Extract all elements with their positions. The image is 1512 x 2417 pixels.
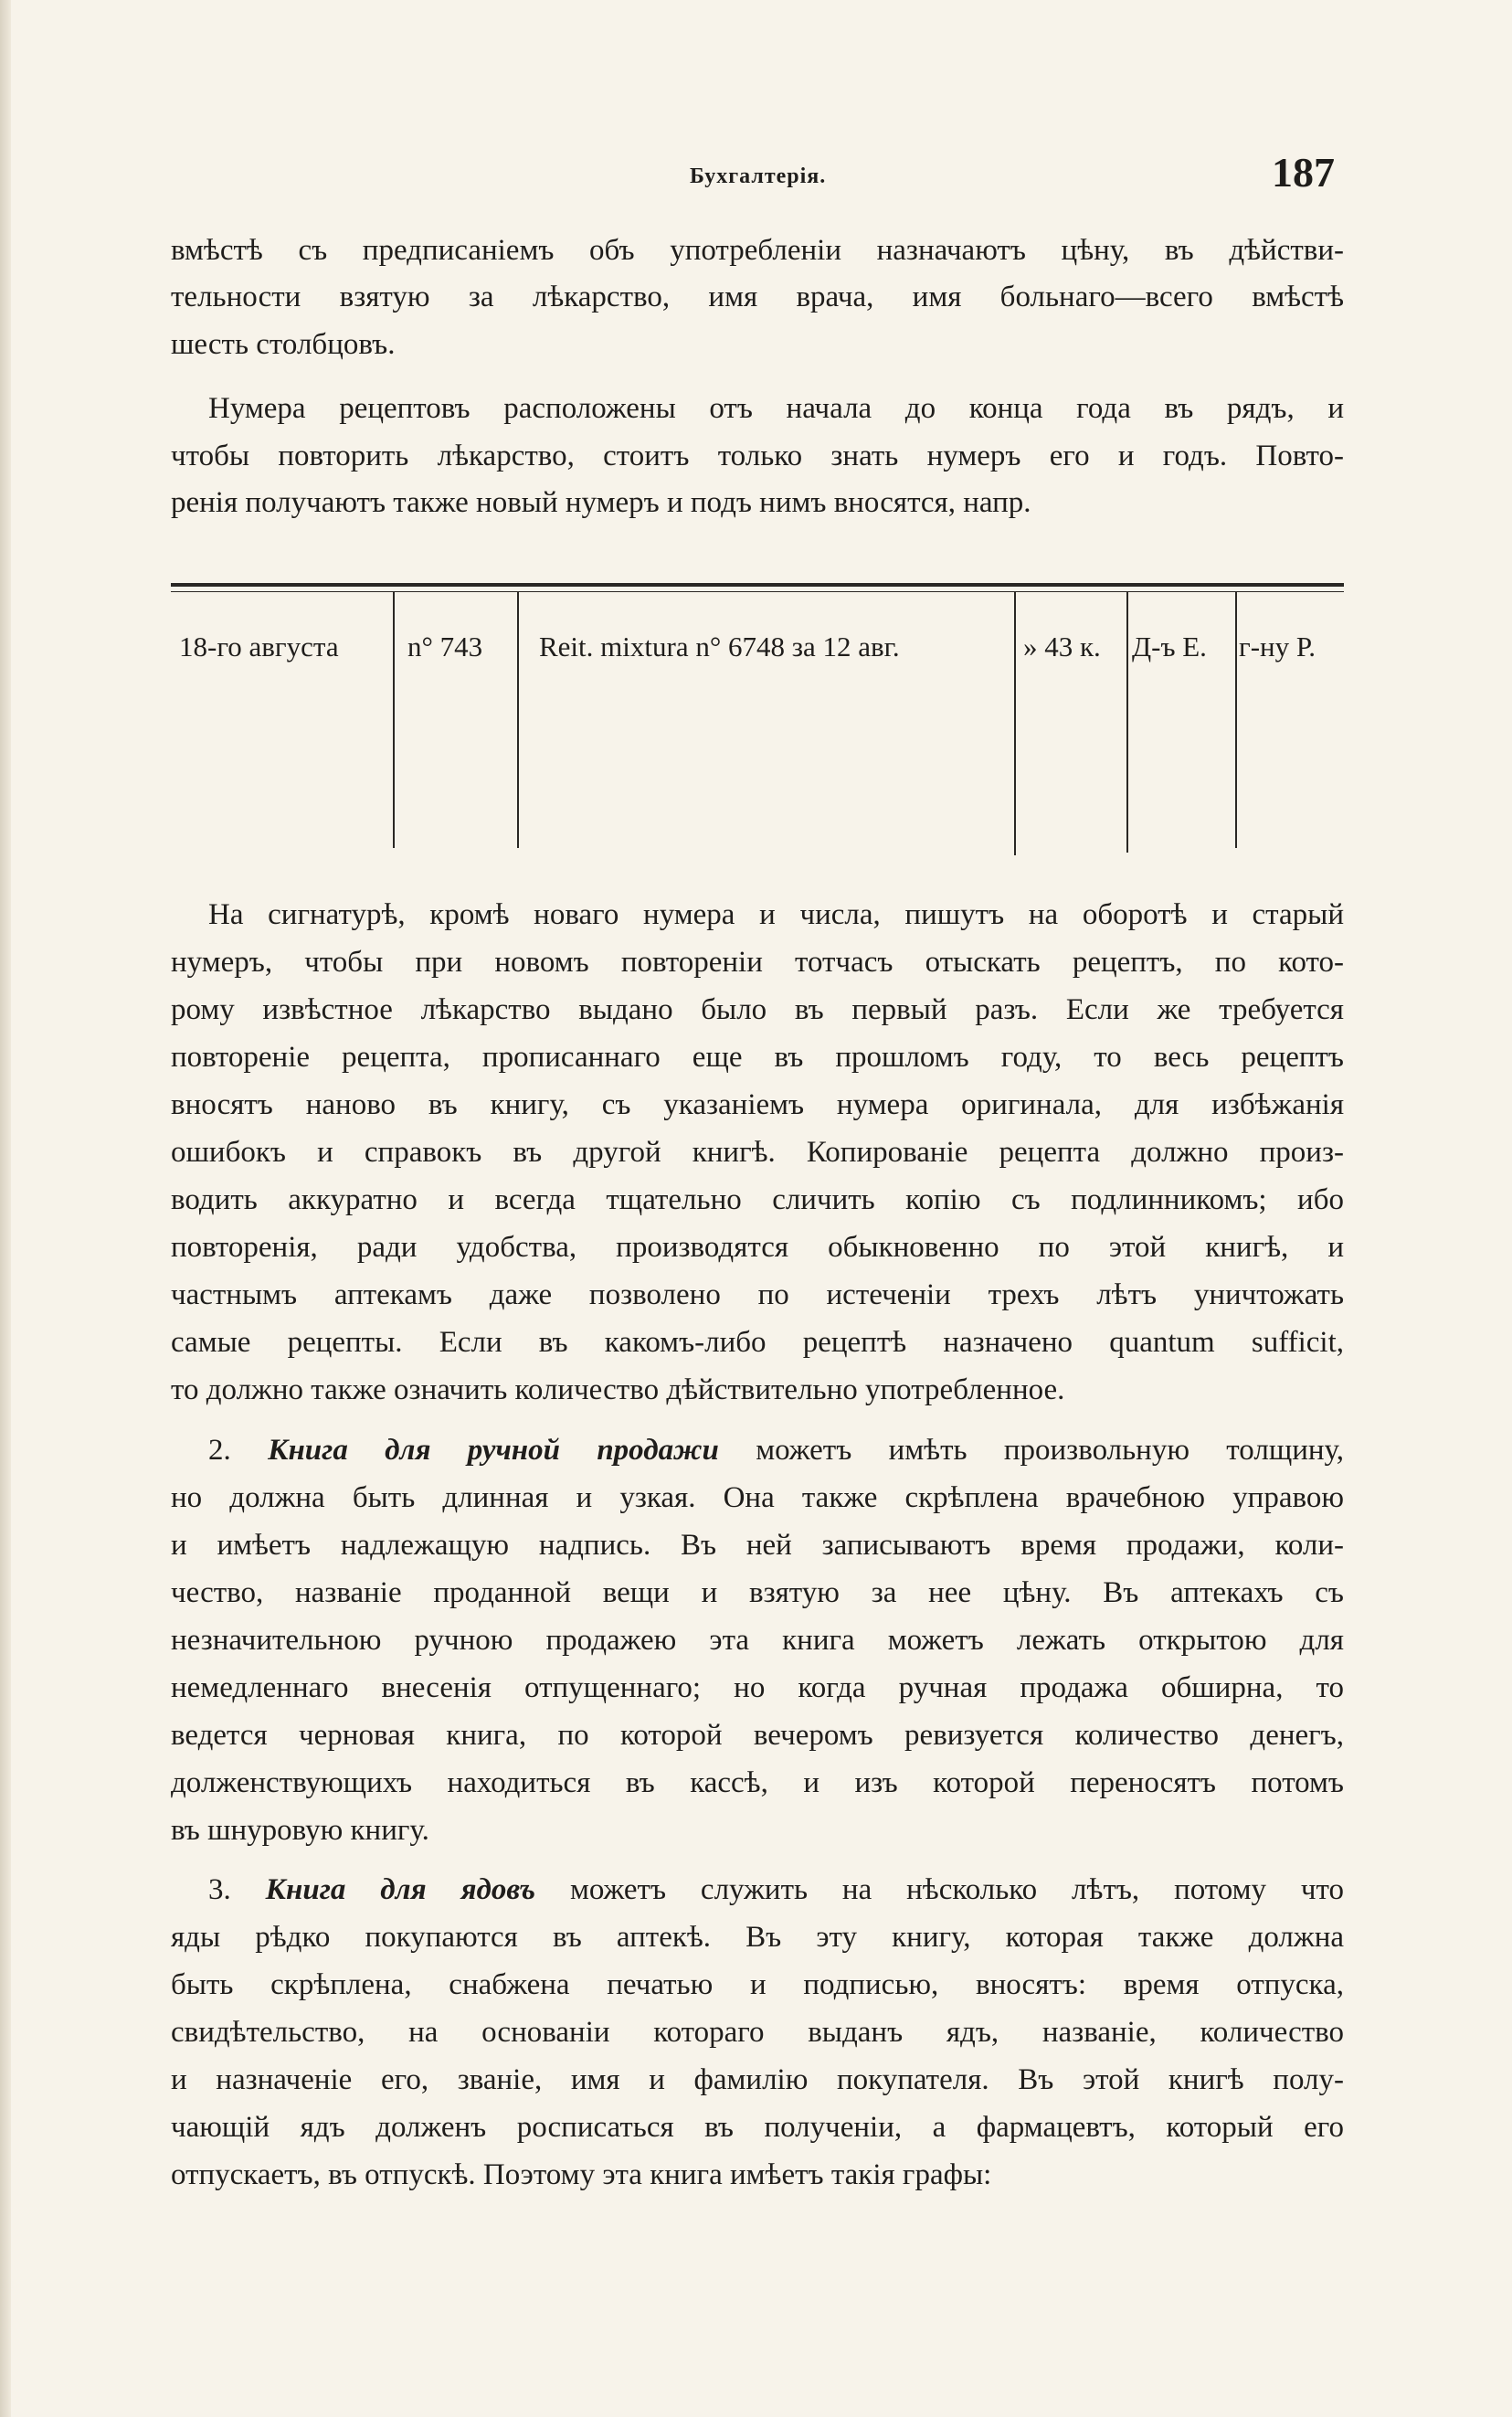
table-top-thin-rule — [171, 591, 1344, 592]
text-line: немедленнаго внесенія отпущеннаго; но когда ручная продажа обширна, то — [171, 1671, 1344, 1704]
text-line: незначительною ручною продажею эта книга можетъ лежать открытою для — [171, 1624, 1344, 1657]
section-number: 3. — [208, 1873, 231, 1906]
table-column-divider — [393, 592, 395, 848]
text-line: ренія получаютъ также новый нумеръ и подъ нимъ вносятся, напр. — [171, 486, 1031, 519]
text-line: самые рецепты. Если въ какомъ-либо рецептѣ назначено quantum sufficit, — [171, 1326, 1344, 1359]
text-line: то должно также означить количество дѣйствительно употребленное. — [171, 1373, 1065, 1406]
page-number: 187 — [1272, 149, 1335, 196]
table-cell-doctor: Д-ъ Е. — [1132, 631, 1207, 663]
text-line: долженствующихъ находиться въ кассѣ, и изъ которой переносятъ потомъ — [171, 1766, 1344, 1799]
text-line: и назначеніе его, званіе, имя и фамилію покупателя. Въ этой книгѣ полу- — [171, 2063, 1344, 2096]
section-heading: Книга для ядовъ — [265, 1873, 536, 1906]
table-column-divider — [1126, 592, 1128, 853]
text-line: чающій ядъ долженъ росписаться въ полученіи, а фармацевтъ, который его — [171, 2111, 1344, 2144]
table-cell-prescription: Reit. mixtura n° 6748 за 12 авг. — [539, 631, 900, 663]
page-edge — [0, 0, 11, 2417]
text-line: ведется черновая книга, по которой вечеромъ ревизуется количество денегъ, — [171, 1719, 1344, 1752]
text-line: повтореніе рецепта, прописаннаго еще въ прошломъ году, то весь рецептъ — [171, 1041, 1344, 1074]
text-fragment: можетъ служить на нѣсколько лѣтъ, потому что — [569, 1873, 1345, 1906]
text-line: вмѣстѣ съ предписаніемъ объ употребленіи назначаютъ цѣну, въ дѣйстви- — [171, 234, 1344, 267]
text-line: водить аккуратно и всегда тщательно сличить копію съ подлинникомъ; ибо — [171, 1183, 1344, 1216]
section-number: 2. — [208, 1434, 231, 1467]
table-cell-patient: г-ну Р. — [1239, 631, 1316, 663]
text-line: свидѣтельство, на основаніи котораго выданъ ядъ, названіе, количество — [171, 2016, 1344, 2049]
text-line: рому извѣстное лѣкарство выдано было въ первый разъ. Если же требуется — [171, 993, 1344, 1026]
text-line: чтобы повторить лѣкарство, стоитъ только знать нумеръ его и годъ. Повто- — [171, 440, 1344, 472]
text-line: и имѣетъ надлежащую надпись. Въ ней записываютъ время продажи, коли- — [171, 1529, 1344, 1562]
text-line: На сигнатурѣ, кромѣ новаго нумера и числа, пишутъ на оборотѣ и старый — [208, 898, 1344, 931]
text-line: частнымъ аптекамъ даже позволено по истеченіи трехъ лѣтъ уничтожать — [171, 1278, 1344, 1311]
table-column-divider — [1235, 592, 1237, 848]
text-line: ошибокъ и справокъ въ другой книгѣ. Копированіе рецепта должно произ- — [171, 1136, 1344, 1169]
table-top-rule — [171, 583, 1344, 587]
running-head: Бухгалтерія. — [690, 164, 827, 188]
table-cell-number: n° 743 — [407, 631, 483, 663]
text-line — [208, 1431, 1344, 1469]
text-line: яды рѣдко покупаются въ аптекѣ. Въ эту книгу, которая также должна — [171, 1921, 1344, 1954]
text-line: но должна быть длинная и узкая. Она также скрѣплена врачебною управою — [171, 1481, 1344, 1514]
text-line: въ шнуровую книгу. — [171, 1814, 429, 1847]
text-line: чество, названіе проданной вещи и взятую за нее цѣну. Въ аптекахъ съ — [171, 1576, 1344, 1609]
table-column-divider — [517, 592, 519, 848]
text-line: Нумера рецептовъ расположены отъ начала до конца года въ рядъ, и — [208, 392, 1344, 425]
text-line: повторенія, ради удобства, производятся обыкновенно по этой книгѣ, и — [171, 1231, 1344, 1264]
text-line: вносятъ наново въ книгу, съ указаніемъ нумера оригинала, для избѣжанія — [171, 1088, 1344, 1121]
table-cell-price: » 43 к. — [1023, 631, 1101, 663]
text-line: нумеръ, чтобы при новомъ повтореніи тотчасъ отыскать рецептъ, по кото- — [171, 946, 1344, 979]
table-cell-date: 18-го августа — [179, 631, 339, 663]
text-line: быть скрѣплена, снабжена печатью и подписью, вносятъ: время отпуска, — [171, 1968, 1344, 2001]
section-heading: Книга для ручной продажи — [268, 1434, 719, 1467]
text-fragment: можетъ имѣть произвольную толщину, — [756, 1434, 1344, 1467]
text-line: тельности взятую за лѣкарство, имя врача, имя больнаго—всего вмѣстѣ — [171, 281, 1344, 313]
text-line — [208, 1871, 1344, 1909]
text-line: отпускаетъ, въ отпускѣ. Поэтому эта книга имѣетъ такія графы: — [171, 2158, 992, 2191]
text-line: шесть столбцовъ. — [171, 328, 396, 361]
table-column-divider — [1014, 592, 1016, 855]
